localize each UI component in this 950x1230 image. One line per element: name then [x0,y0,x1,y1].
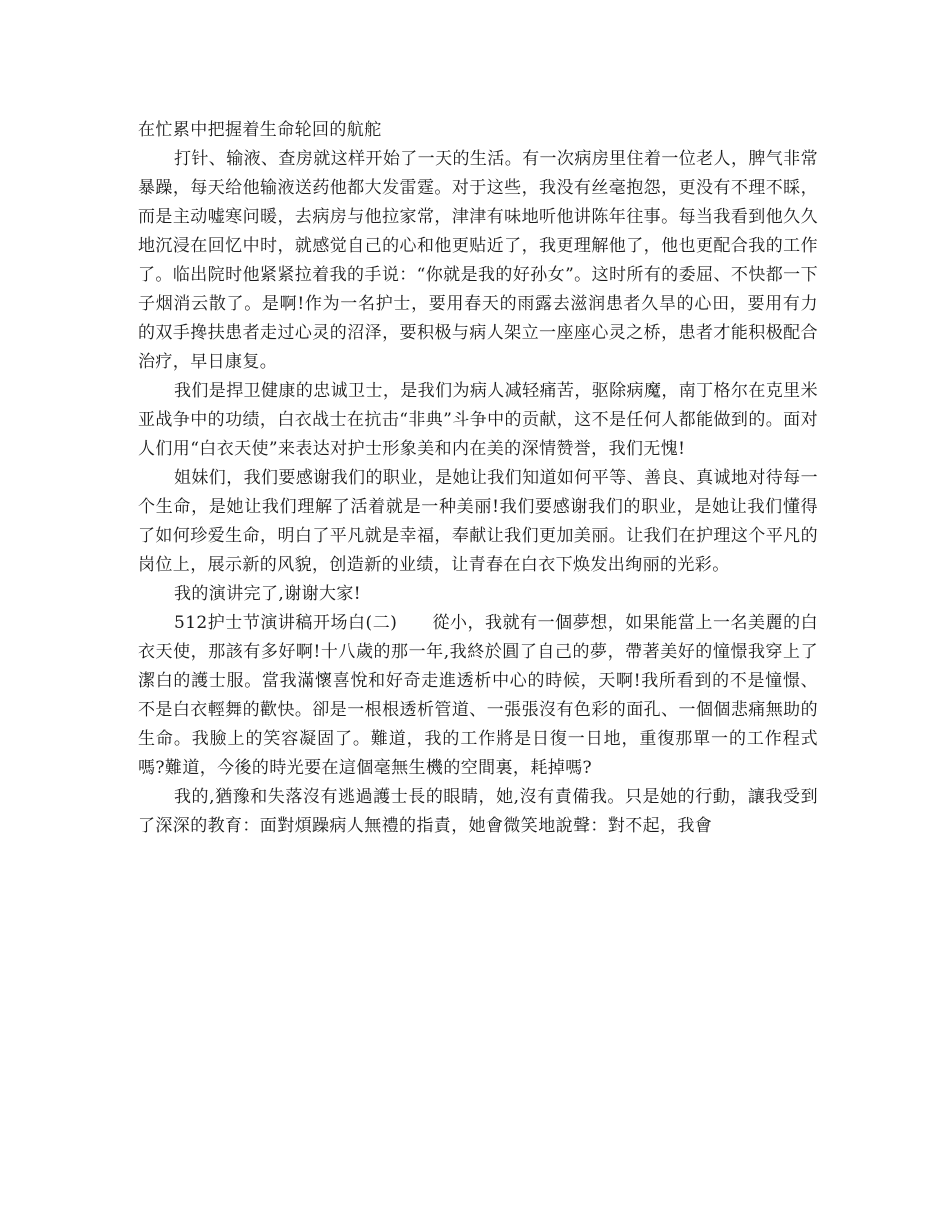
paragraph: 512护士节演讲稿开场白(二) 從小，我就有一個夢想，如果能當上一名美麗的白衣天使，那該有多好啊!十八歲的那一年,我終於圓了自己的夢，帶著美好的憧憬我穿上了潔白的護士服。當我滿懷喜悅和好奇走進透析中心的時候，天啊!我所看到的不是憧憬、不是白衣輕舞的歡快。卻是一根根透析管道、一張張沒有色彩的面孔、一個個悲痛無助的生命。我臉上的笑容凝固了。難道，我的工作將是日復一日地，重復那單一的工作程式嗎?難道，今後的時光要在這個毫無生機的空間裏，耗掉嗎? [138,613,818,778]
paragraph: 我们是捍卫健康的忠诚卫士，是我们为病人减轻痛苦，驱除病魔，南丁格尔在克里米亚战争中的功绩，白衣战士在抗击“非典”斗争中的贡献，这不是任何人都能做到的。面对人们用“白衣天使”来表达对护士形象美和内在美的深情赞誉，我们无愧! [138,381,818,459]
paragraph: 我的演讲完了,谢谢大家! [174,584,362,604]
paragraph: 打针、输液、查房就这样开始了一天的生活。有一次病房里住着一位老人，脾气非常暴躁，每天给他输液送药他都大发雷霆。对于这些，我没有丝毫抱怨，更没有不理不睬，而是主动嘘寒问暖，去病房与他拉家常，津津有味地听他讲陈年往事。每当我看到他久久地沉浸在回忆中时，就感觉自己的心和他更贴近了，我更理解他了，他也更配合我的工作了。临出院时他紧紧拉着我的手说：“你就是我的好孙女”。这时所有的委屈、不快都一下子烟消云散了。是啊!作为一名护士，要用春天的雨露去滋润患者久旱的心田，要用有力的双手搀扶患者走过心灵的沼泽，要积极与病人架立一座座心灵之桥，患者才能积极配合治疗，早日康复。 [138,149,818,372]
paragraph: 姐妹们，我们要感谢我们的职业，是她让我们知道如何平等、善良、真诚地对待每一个生命，是她让我们理解了活着就是一种美丽!我们要感谢我们的职业，是她让我们懂得了如何珍爱生命，明白了平凡就是幸福，奉献让我们更加美丽。让我们在护理这个平凡的岗位上，展示新的风貌，创造新的业绩，让青春在白衣下焕发出绚丽的光彩。 [138,468,818,575]
paragraph: 我的,猶豫和失落沒有逃過護士長的眼睛，她,沒有責備我。只是她的行動，讓我受到了深深的教育：面對煩躁病人無禮的指責，她會微笑地說聲：對不起，我會 [138,787,818,836]
document-body [138,116,818,841]
section-heading: 在忙累中把握着生命轮回的航舵 [138,120,382,140]
